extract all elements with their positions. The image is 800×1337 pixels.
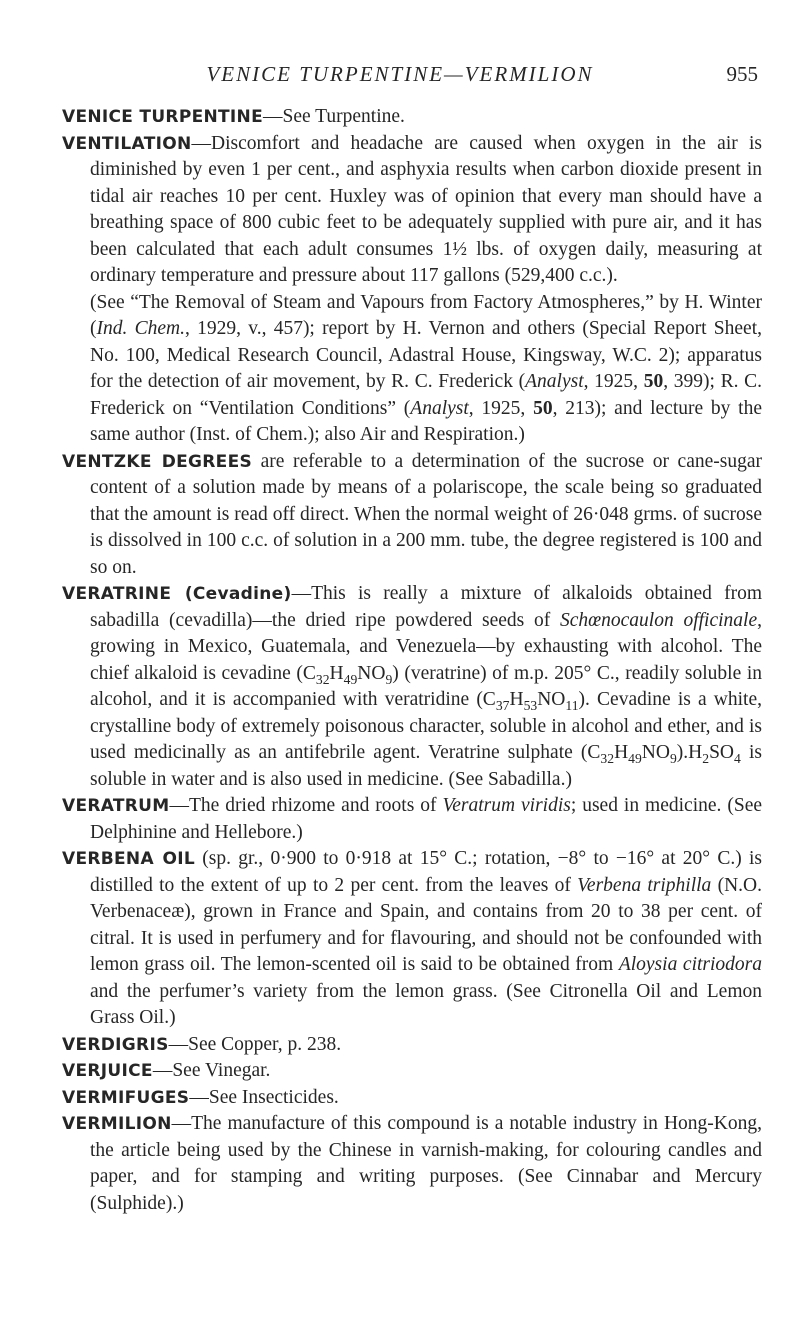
entry-text: , 213); and lecture by the same author (Inst. of Chem.); also Air and Respiration.) (90, 397, 763, 445)
entry-text: is soluble in water and is also used in medicine. (See Sabadilla.) (90, 742, 762, 790)
subscript: 49 (628, 750, 642, 766)
entry-text: (N.O. Verbenaceæ), grown in France and Spain, and contains from 20 to 38 per cent. of citral. It is used in perfumery and for flavouring, and should not be confounded with lemon grass oil. The lemon-scented oil is said to be obtained from (90, 874, 762, 975)
entry-verdigris (62, 1032, 762, 1059)
subscript: 11 (565, 697, 579, 713)
species-name: Aloysia citriodora (618, 954, 763, 975)
entry-text: ). Cevadine is a white, crystalline body of extremely poisonous character, soluble in alcohol and ether, and is used medicinally as an antifebrile agent. Veratrine sulphate (C (90, 689, 762, 763)
headword: VERDIGRIS (62, 1034, 169, 1055)
entry-verjuice (62, 1058, 762, 1085)
species-name: Schœnocaulon officinale (559, 609, 758, 631)
entry-text: (See “The Removal of Steam and Vapours from Factory Atmospheres,” by H. Winter ( (90, 291, 762, 339)
volume-number: 50 (643, 371, 664, 392)
entry-text: H (614, 742, 629, 763)
headword: VERMIFUGES (62, 1087, 190, 1108)
headword: VERMILION (62, 1114, 172, 1134)
entry-text: —See Insecticides. (189, 1086, 339, 1108)
page-number: 955 (726, 62, 758, 86)
entry-veratrine (62, 581, 762, 793)
headword: VERJUICE (62, 1061, 153, 1081)
journal-title: Analyst (525, 371, 584, 392)
entry-text: —See Vinegar. (152, 1060, 271, 1081)
species-name: Veratrum viridis (442, 795, 571, 816)
entry-text: ; used in medicine. (See Delphinine and Hellebore.) (90, 795, 763, 843)
entry-text: are referable to a determination of the sucrose or cane-sugar content of a solution made by means of a polariscope, the scale being so graduated that the amount is read off direct. When the normal weight of 26·048 grms. of sucrose is dissolved in 100 c.c. of solution in a 200 mm. tube, the degree registered is 100 and so on. (90, 450, 762, 578)
entry-ventilation-references (62, 290, 762, 449)
entry-text: , growing in Mexico, Guatemala, and Venezuela—by exhausting with alcohol. The chief alkaloid is cevadine (C (90, 609, 762, 684)
entry-verbena-oil (62, 846, 762, 1032)
entry-text: NO (537, 689, 566, 710)
headword: VENICE TURPENTINE (62, 107, 263, 127)
subscript: 9 (669, 750, 677, 766)
running-head: VENICE TURPENTINE—VERMILION (206, 62, 594, 86)
entry-ventzke-degrees (62, 449, 762, 582)
entry-text: NO (641, 742, 670, 763)
entry-text: and the perfumer’s variety from the lemon grass. (See Citronella Oil and Lemon Grass Oil.) (90, 980, 762, 1028)
entry-text: , 1925, (583, 371, 644, 392)
entry-text: , 1929, v., 457); report by H. Vernon and others (Special Report Sheet, No. 100, Medical Research Council, Adastral House, Kingsway, W.C. 2); apparatus for the detection of air movement, by R. C. Frederick ( (90, 318, 762, 392)
entry-text: —The manufacture of this compound is a notable industry in Hong-Kong, the article being used by the Chinese in varnish-making, for colouring candles and paper, and for stamping and writing purposes. (See Cinnabar and Mercury (Sulphide).) (90, 1113, 762, 1214)
subscript: 2 (702, 750, 710, 766)
species-name: Verbena triphilla (577, 874, 712, 896)
entry-text: —Discomfort and headache are caused when oxygen in the air is diminished by even 1 per cent., and asphyxia results when carbon dioxide present in tidal air reaches 10 per cent. Huxley was of opinion that every man should have a breathing space of 800 cubic feet to be adequately supplied with pure air, and it has been calculated that each adult consumes 1½ lbs. of oxygen daily, measuring at ordinary temperature and pressure about 117 gallons (529,400 c.c.). (90, 132, 762, 286)
subscript: 32 (315, 671, 330, 687)
entry-text: , 1925, (468, 397, 534, 419)
entry-vermilion (62, 1111, 762, 1217)
subscript: 37 (495, 697, 510, 713)
journal-title: Ind. Chem. (96, 318, 185, 339)
volume-number: 50 (533, 397, 553, 419)
headword: VERATRUM (62, 796, 170, 816)
entry-veratrum (62, 793, 762, 846)
entry-text: —This is really a mixture of alkaloids obtained from sabadilla (cevadilla)—the dried ripe powdered seeds of (90, 583, 762, 631)
entry-vermifuges (62, 1085, 762, 1112)
entry-text: —The dried rhizome and roots of (169, 795, 443, 816)
journal-title: Analyst (410, 397, 469, 419)
entry-text: —See Copper, p. 238. (168, 1033, 342, 1055)
entry-text: NO (357, 662, 386, 684)
entries-list (62, 104, 762, 1217)
entry-text: —See Turpentine. (262, 106, 405, 127)
entry-text: (sp. gr., 0·900 to 0·918 at 15° C.; rotation, −8° to −16° at 20° C.) is distilled to the extent of up to 2 per cent. from the leaves of (90, 848, 762, 896)
headword: VERATRINE (Cevadine) (62, 584, 292, 604)
subscript: 4 (734, 750, 741, 766)
headword: VENTZKE DEGREES (62, 451, 253, 472)
headword: VERBENA OIL (62, 849, 196, 869)
subscript: 9 (385, 671, 393, 687)
entry-text: ).H (676, 742, 703, 763)
entry-venice-turpentine (62, 104, 762, 131)
subscript: 49 (343, 671, 358, 687)
entry-text: H (509, 689, 524, 710)
entry-ventilation (62, 131, 762, 290)
subscript: 53 (523, 697, 538, 713)
entry-text: ) (veratrine) of m.p. 205° C., readily soluble in alcohol, and it is accompanied with veratridine (C (90, 662, 762, 710)
headword: VENTILATION (62, 133, 192, 154)
entry-text: H (329, 662, 344, 684)
subscript: 32 (600, 750, 615, 766)
entry-text: , 399); R. C. Frederick on “Ventilation Conditions” ( (90, 371, 762, 419)
entry-text: SO (709, 742, 735, 763)
